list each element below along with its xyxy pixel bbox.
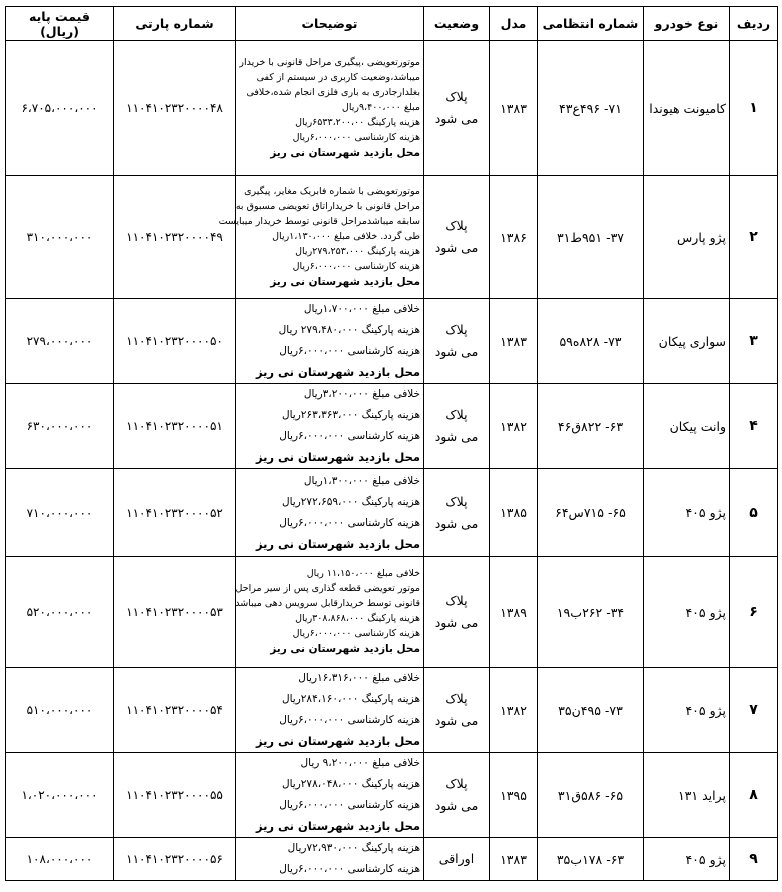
description-line: هزینه کارشناسی ۶،۰۰۰،۰۰۰ریال (279, 799, 420, 811)
row-number: ۳ (730, 299, 778, 384)
part-number: ۱۱۰۴۱۰۲۳۲۰۰۰۰۵۰ (114, 299, 236, 384)
table-row (6, 668, 778, 753)
visit-location: محل بازدید شهرستان نی ریز (270, 275, 420, 288)
base-price: ۱۰۸،۰۰۰،۰۰۰ (6, 838, 114, 881)
row-number: ۸ (730, 753, 778, 838)
visit-location: محل بازدید شهرستان نی ریز (255, 819, 420, 833)
row-number: ۷ (730, 668, 778, 753)
vehicle-status (424, 299, 490, 384)
status-line: می شود (434, 429, 479, 444)
header-vehicle-type: نوع خودرو (644, 7, 730, 41)
vehicle-type: پژو ۴۰۵ (644, 668, 730, 753)
vehicle-type: وانت پیکان (644, 384, 730, 469)
part-number: ۱۱۰۴۱۰۲۳۲۰۰۰۰۵۱ (114, 384, 236, 469)
base-price: ۵۱۰،۰۰۰،۰۰۰ (6, 668, 114, 753)
description (236, 41, 424, 176)
description-line: هزینه پارکینگ ۲۷۹،۲۵۳،۰۰۰ریال (295, 245, 420, 257)
description-line: هزینه پارکینگ ۷۲،۹۳۰،۰۰۰ریال (287, 842, 420, 854)
description (236, 384, 424, 469)
visit-location: محل بازدید شهرستان نی ریز (255, 734, 420, 748)
model-year: ۱۳۸۳ (490, 299, 538, 384)
description-line: هزینه کارشناسی ۶،۰۰۰،۰۰۰ریال (292, 260, 420, 272)
header-part-number: شماره پارتی (114, 7, 236, 41)
table-row (6, 176, 778, 299)
status-line: پلاک (445, 89, 468, 104)
status-line: پلاک (445, 691, 468, 706)
plate-number: ۷۳- ۴۹۵ن۳۵ (538, 668, 644, 753)
status-line: پلاک (445, 218, 468, 233)
status-line: می شود (434, 344, 479, 359)
base-price: ۲۷۹،۰۰۰،۰۰۰ (6, 299, 114, 384)
description-line: بغلدارجادری به باری فلزی انجام شده،خلافی (246, 86, 420, 98)
vehicle-type: سواری پیکان (644, 299, 730, 384)
part-number: ۱۱۰۴۱۰۲۳۲۰۰۰۰۵۶ (114, 838, 236, 881)
plate-number: ۷۳- ۸۲۸ه۵۹ (538, 299, 644, 384)
model-year: ۱۳۸۳ (490, 41, 538, 176)
row-number: ۹ (730, 838, 778, 881)
plate-number: ۷۱- ۴۹۶ع۴۳ (538, 41, 644, 176)
description-line: سابقه میباشدمراحل قانونی توسط خریدار میبایست (218, 215, 420, 227)
status-line: پلاک (445, 776, 468, 791)
table-body (6, 41, 778, 881)
description-line: هزینه کارشناسی ۶،۰۰۰،۰۰۰ریال (279, 863, 420, 875)
status-line: می شود (434, 713, 479, 728)
table-row (6, 384, 778, 469)
table-row (6, 469, 778, 557)
vehicle-auction-table (5, 6, 778, 881)
plate-number: ۳۷- ۹۵۱ط۳۱ (538, 176, 644, 299)
description (236, 299, 424, 384)
table-row (6, 299, 778, 384)
row-number: ۱ (730, 41, 778, 176)
description (236, 753, 424, 838)
description-line: هزینه کارشناسی ۶،۰۰۰،۰۰۰ریال (292, 131, 420, 143)
plate-number: ۶۵- ۵۸۶ق۳۱ (538, 753, 644, 838)
description-line: هزینه کارشناسی ۶،۰۰۰،۰۰۰ریال (279, 516, 420, 529)
vehicle-status (424, 469, 490, 557)
plate-number: ۶۵- ۷۱۵س۶۴ (538, 469, 644, 557)
model-year: ۱۳۸۵ (490, 469, 538, 557)
base-price: ۱،۰۲۰،۰۰۰،۰۰۰ (6, 753, 114, 838)
plate-number: ۶۳- ۱۷۸ب۳۵ (538, 838, 644, 881)
description-line: خلافی مبلغ ۱،۷۰۰،۰۰۰ریال (303, 303, 420, 315)
table-row (6, 41, 778, 176)
description (218, 176, 424, 299)
vehicle-status (424, 557, 490, 668)
description-line: هزینه کارشناسی ۶،۰۰۰،۰۰۰ریال (279, 430, 420, 442)
visit-location: محل بازدید شهرستان نی ریز (270, 643, 420, 655)
vehicle-type: پژو ۴۰۵ (644, 469, 730, 557)
vehicle-status (424, 41, 490, 176)
vehicle-type: پژو پارس (644, 176, 730, 299)
row-number: ۶ (730, 557, 778, 668)
description-line: خلافی مبلغ ۹،۲۰۰،۰۰۰ ریال (300, 757, 420, 769)
row-number: ۲ (730, 176, 778, 299)
vehicle-type: پراید ۱۳۱ (644, 753, 730, 838)
description-line: مبلغ ۹،۴۰۰،۰۰۰ریال (341, 101, 420, 113)
base-price: ۳۱۰،۰۰۰،۰۰۰ (6, 176, 114, 299)
vehicle-status (424, 176, 490, 299)
description-line: هزینه پارکینگ ۲۷۸،۰۴۸،۰۰۰ریال (281, 778, 420, 790)
vehicle-status (424, 384, 490, 469)
description-line: هزینه پارکینگ ۲۷۲،۶۵۹،۰۰۰ریال (281, 495, 420, 508)
description (236, 469, 424, 557)
part-number: ۱۱۰۴۱۰۲۳۲۰۰۰۰۴۹ (114, 176, 236, 299)
description-line: خلافی مبلغ ۱،۳۰۰،۰۰۰ریال (303, 474, 420, 487)
description-line: هزینه پارکینگ ۲۶۳،۳۶۳،۰۰۰ریال (281, 409, 420, 421)
model-year: ۱۳۸۹ (490, 557, 538, 668)
description-line: موتور تعویضی قطعه گذاری پس از سیر مراحل (235, 583, 420, 594)
base-price: ۶،۷۰۵،۰۰۰،۰۰۰ (6, 41, 114, 176)
part-number: ۱۱۰۴۱۰۲۳۲۰۰۰۰۴۸ (114, 41, 236, 176)
base-price: ۷۱۰،۰۰۰،۰۰۰ (6, 469, 114, 557)
status-line: پلاک (445, 322, 468, 337)
description-line: قانونی توسط خریدارقابل سرویس دهی میباشد (235, 598, 420, 609)
header-model-year: مدل (490, 7, 538, 41)
vehicle-status (424, 838, 490, 881)
description-line: طی گردد. خلافی مبلغ ۱،۱۳۰،۰۰۰ریال (272, 230, 420, 242)
header-base-price: قیمت پایه (ریال) (6, 7, 114, 41)
description (236, 668, 424, 753)
model-year: ۱۳۹۵ (490, 753, 538, 838)
status-line: اوراقی (438, 851, 475, 866)
header-plate-number: شماره انتظامی (538, 7, 644, 41)
description-line: هزینه پارکینگ ۳۰۸،۸۶۸،۰۰۰ریال (295, 613, 420, 624)
description-line: هزینه پارکینگ ۲۸۴،۱۶۰،۰۰۰ریال (281, 693, 420, 705)
description-line: هزینه کارشناسی ۶،۰۰۰،۰۰۰ریال (279, 714, 420, 726)
status-line: پلاک (445, 493, 468, 509)
vehicle-type: پژو ۴۰۵ (644, 557, 730, 668)
status-line: پلاک (445, 593, 468, 608)
model-year: ۱۳۸۳ (490, 838, 538, 881)
description (236, 557, 424, 668)
description-line: میباشد،وضعیت کاربری در سیستم از کفی (256, 71, 420, 83)
description-line: هزینه کارشناسی ۶،۰۰۰،۰۰۰ریال (279, 345, 420, 357)
row-number: ۵ (730, 469, 778, 557)
description-line: موتورتعویضی با شماره فابریک مغایر، پیگیری (244, 185, 420, 197)
vehicle-type: پژو ۴۰۵ (644, 838, 730, 881)
vehicle-status (424, 753, 490, 838)
header-row (6, 7, 778, 41)
status-line: می شود (434, 615, 479, 630)
description-line: خلافی مبلغ ۱۶،۳۱۶،۰۰۰ریال (298, 672, 420, 684)
visit-location: محل بازدید شهرستان نی ریز (255, 450, 420, 464)
header-description: توضیحات (236, 7, 424, 41)
description-line: موتورتعویضی ،پیگیری مراحل قانونی با خریدار (239, 56, 420, 68)
description-line: هزینه پارکینگ ۲۷۹،۴۸۰،۰۰۰ ریال (278, 324, 420, 336)
visit-location: محل بازدید شهرستان نی ریز (255, 365, 420, 379)
base-price: ۶۳۰،۰۰۰،۰۰۰ (6, 384, 114, 469)
description-line: هزینه کارشناسی ۶،۰۰۰،۰۰۰ریال (292, 628, 420, 639)
model-year: ۱۳۸۲ (490, 668, 538, 753)
part-number: ۱۱۰۴۱۰۲۳۲۰۰۰۰۵۲ (114, 469, 236, 557)
status-line: می شود (434, 798, 479, 813)
status-line: می شود (434, 515, 479, 531)
header-row-number: ردیف (730, 7, 778, 41)
status-line: می شود (434, 111, 479, 126)
description-line: هزینه پارکینگ ۶۵۳۳،۲۰۰،۰۰ریال (295, 116, 420, 128)
table-row (6, 838, 778, 881)
description (236, 838, 424, 881)
table-row (6, 557, 778, 668)
vehicle-type: کامیونت هیوندا (644, 41, 730, 176)
row-number: ۴ (730, 384, 778, 469)
part-number: ۱۱۰۴۱۰۲۳۲۰۰۰۰۵۴ (114, 668, 236, 753)
plate-number: ۶۳- ۸۲۲ق۴۶ (538, 384, 644, 469)
model-year: ۱۳۸۲ (490, 384, 538, 469)
visit-location: محل بازدید شهرستان نی ریز (255, 536, 420, 551)
part-number: ۱۱۰۴۱۰۲۳۲۰۰۰۰۵۵ (114, 753, 236, 838)
description-line: خلافی مبلغ ۳،۲۰۰،۰۰۰ریال (303, 388, 420, 400)
base-price: ۵۲۰،۰۰۰،۰۰۰ (6, 557, 114, 668)
vehicle-status (424, 668, 490, 753)
header-status: وضعیت (424, 7, 490, 41)
description-line: مراحل قانونی با خریداراتاق تعویضی مسبوق به (235, 200, 420, 212)
part-number: ۱۱۰۴۱۰۲۳۲۰۰۰۰۵۳ (114, 557, 236, 668)
status-line: پلاک (445, 407, 468, 422)
plate-number: ۳۴- ۲۶۲ب۱۹ (538, 557, 644, 668)
visit-location: محل بازدید شهرستان نی ریز (270, 146, 420, 159)
table-row (6, 753, 778, 838)
status-line: می شود (434, 240, 479, 255)
model-year: ۱۳۸۶ (490, 176, 538, 299)
description-line: خلافی مبلغ ۱۱،۱۵۰،۰۰۰ ریال (306, 568, 420, 579)
